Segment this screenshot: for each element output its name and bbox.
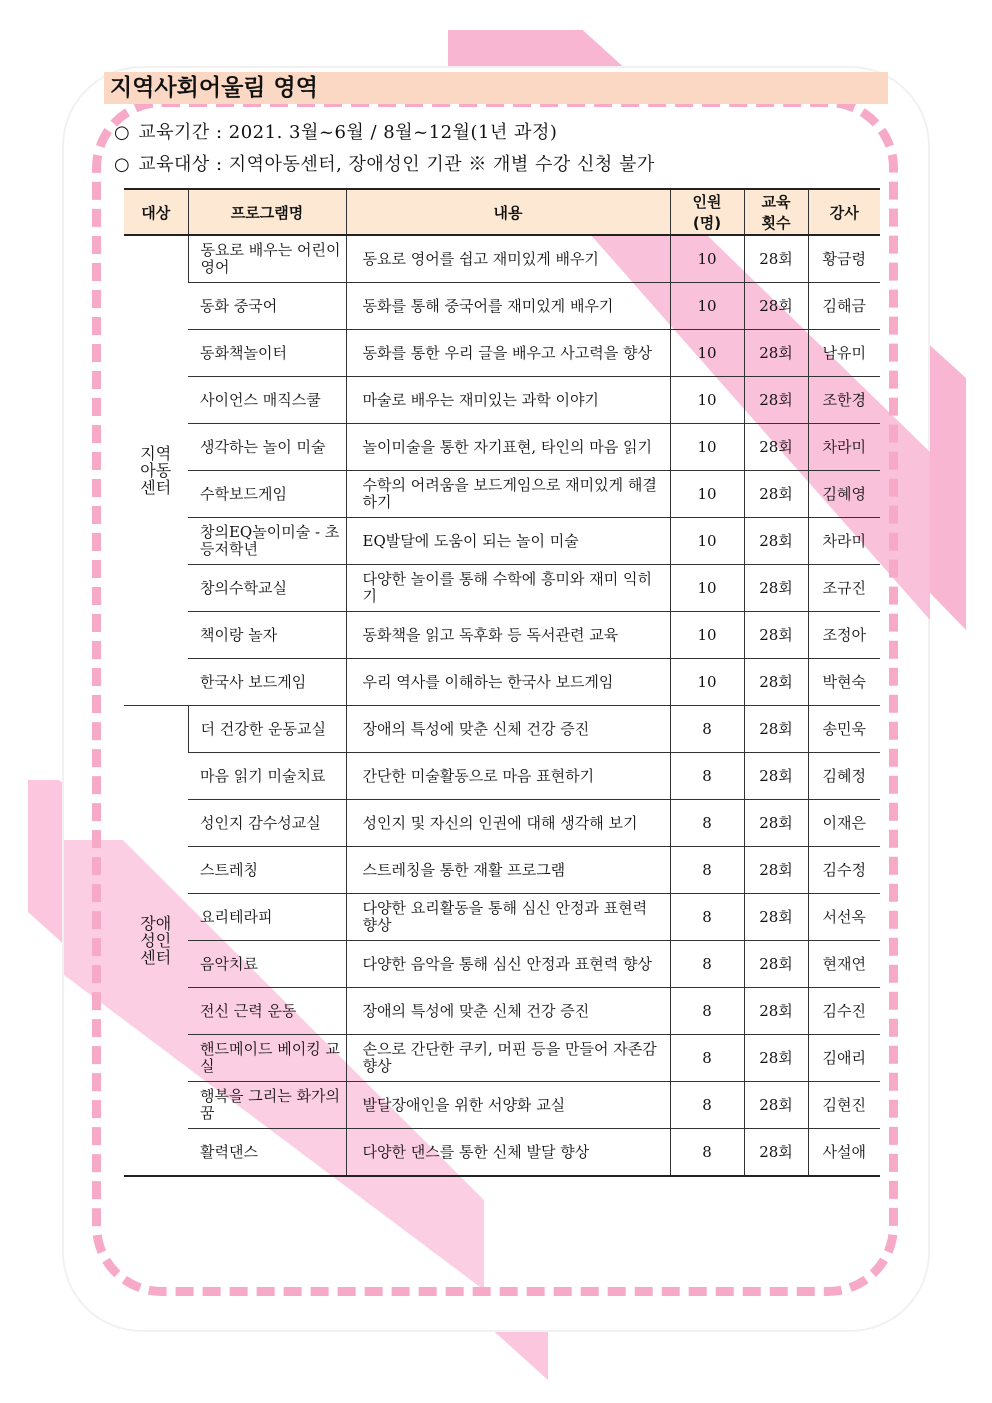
program-cell: 사이언스 매직스쿨	[188, 377, 346, 424]
content-cell: 장애의 특성에 맞춘 신체 건강 증진	[346, 988, 670, 1035]
people-cell: 10	[670, 471, 744, 518]
content-cell: 다양한 놀이를 통해 수학에 흥미와 재미 익히기	[346, 565, 670, 612]
header-target: 대상	[124, 189, 188, 235]
table-row	[124, 1035, 880, 1082]
instructor-cell: 황금령	[808, 235, 880, 283]
circle-bullet-icon: ○	[114, 122, 131, 143]
table-row	[124, 424, 880, 471]
table-row	[124, 1129, 880, 1177]
content-cell: 동화를 통해 중국어를 재미있게 배우기	[346, 283, 670, 330]
sessions-cell: 28회	[744, 1129, 808, 1177]
instructor-cell: 조규진	[808, 565, 880, 612]
program-cell: 성인지 감수성교실	[188, 800, 346, 847]
table-row	[124, 988, 880, 1035]
instructor-cell: 송민욱	[808, 706, 880, 753]
table-row	[124, 1082, 880, 1129]
content-cell: 손으로 간단한 쿠키, 머핀 등을 만들어 자존감 향상	[346, 1035, 670, 1082]
target-group-cell: 장애 성인 센터	[124, 706, 188, 1177]
sessions-cell: 28회	[744, 377, 808, 424]
table-row	[124, 471, 880, 518]
sessions-cell: 28회	[744, 941, 808, 988]
people-cell: 8	[670, 706, 744, 753]
content-cell: 다양한 음악을 통해 심신 안정과 표현력 향상	[346, 941, 670, 988]
sessions-cell: 28회	[744, 847, 808, 894]
content-cell: 마술로 배우는 재미있는 과학 이야기	[346, 377, 670, 424]
header-people: 인원 (명)	[670, 189, 744, 235]
header-sessions: 교육 횟수	[744, 189, 808, 235]
content-cell: 우리 역사를 이해하는 한국사 보드게임	[346, 659, 670, 706]
people-cell: 8	[670, 1035, 744, 1082]
program-cell: 생각하는 놀이 미술	[188, 424, 346, 471]
people-cell: 8	[670, 941, 744, 988]
table-row	[124, 330, 880, 377]
instructor-cell: 이재은	[808, 800, 880, 847]
content-cell: 놀이미술을 통한 자기표현, 타인의 마음 읽기	[346, 424, 670, 471]
sessions-cell: 28회	[744, 518, 808, 565]
program-table	[124, 188, 880, 1177]
people-cell: 8	[670, 988, 744, 1035]
content-cell: 다양한 요리활동을 통해 심신 안정과 표현력 향상	[346, 894, 670, 941]
people-cell: 10	[670, 283, 744, 330]
people-cell: 10	[670, 377, 744, 424]
table-row	[124, 518, 880, 565]
instructor-cell: 사설애	[808, 1129, 880, 1177]
instructor-cell: 차라미	[808, 518, 880, 565]
instructor-cell: 차라미	[808, 424, 880, 471]
program-cell: 스트레칭	[188, 847, 346, 894]
table-row	[124, 565, 880, 612]
sessions-cell: 28회	[744, 800, 808, 847]
instructor-cell: 현재연	[808, 941, 880, 988]
instructor-cell: 서선옥	[808, 894, 880, 941]
content-cell: 스트레칭을 통한 재활 프로그램	[346, 847, 670, 894]
instructor-cell: 김혜영	[808, 471, 880, 518]
table-row	[124, 941, 880, 988]
content-cell: 간단한 미술활동으로 마음 표현하기	[346, 753, 670, 800]
people-cell: 8	[670, 1082, 744, 1129]
content-cell: EQ발달에 도움이 되는 놀이 미술	[346, 518, 670, 565]
program-cell: 창의EQ놀이미술 - 초등저학년	[188, 518, 346, 565]
people-cell: 10	[670, 424, 744, 471]
table-row	[124, 235, 880, 283]
people-cell: 8	[670, 847, 744, 894]
info-target-text: 교육대상 : 지역아동센터, 장애성인 기관 ※ 개별 수강 신청 불가	[138, 154, 655, 175]
content-cell: 장애의 특성에 맞춘 신체 건강 증진	[346, 706, 670, 753]
sessions-cell: 28회	[744, 612, 808, 659]
info-period	[114, 118, 557, 144]
info-period-text: 교육기간 : 2021. 3월~6월 / 8월~12월(1년 과정)	[138, 122, 558, 143]
content-cell: 수학의 어려움을 보드게임으로 재미있게 해결하기	[346, 471, 670, 518]
sessions-cell: 28회	[744, 706, 808, 753]
content-cell: 동화책을 읽고 독후화 등 독서관련 교육	[346, 612, 670, 659]
header-instructor: 강사	[808, 189, 880, 235]
sessions-cell: 28회	[744, 235, 808, 283]
instructor-cell: 박현숙	[808, 659, 880, 706]
people-cell: 8	[670, 1129, 744, 1177]
sessions-cell: 28회	[744, 283, 808, 330]
program-cell: 마음 읽기 미술치료	[188, 753, 346, 800]
content-cell: 동화를 통한 우리 글을 배우고 사고력을 향상	[346, 330, 670, 377]
program-cell: 활력댄스	[188, 1129, 346, 1177]
program-cell: 핸드메이드 베이킹 교실	[188, 1035, 346, 1082]
content-cell: 다양한 댄스를 통한 신체 발달 향상	[346, 1129, 670, 1177]
sessions-cell: 28회	[744, 894, 808, 941]
program-cell: 동요로 배우는 어린이영어	[188, 235, 346, 283]
people-cell: 8	[670, 894, 744, 941]
table-row	[124, 706, 880, 753]
table-row	[124, 612, 880, 659]
sessions-cell: 28회	[744, 659, 808, 706]
table-row	[124, 377, 880, 424]
table-row	[124, 659, 880, 706]
program-cell: 요리테라피	[188, 894, 346, 941]
section-title: 지역사회어울림 영역	[104, 72, 888, 104]
sessions-cell: 28회	[744, 565, 808, 612]
instructor-cell: 김현진	[808, 1082, 880, 1129]
sessions-cell: 28회	[744, 1082, 808, 1129]
people-cell: 10	[670, 330, 744, 377]
header-program: 프로그램명	[188, 189, 346, 235]
instructor-cell: 조한경	[808, 377, 880, 424]
content-cell: 발달장애인을 위한 서양화 교실	[346, 1082, 670, 1129]
program-cell: 행복을 그리는 화가의 꿈	[188, 1082, 346, 1129]
content-cell: 성인지 및 자신의 인권에 대해 생각해 보기	[346, 800, 670, 847]
sessions-cell: 28회	[744, 1035, 808, 1082]
program-cell: 동화책놀이터	[188, 330, 346, 377]
people-cell: 10	[670, 518, 744, 565]
table-body	[124, 235, 880, 1176]
sessions-cell: 28회	[744, 471, 808, 518]
target-group-cell: 지역 아동 센터	[124, 235, 188, 706]
table-row	[124, 894, 880, 941]
people-cell: 8	[670, 800, 744, 847]
program-cell: 음악치료	[188, 941, 346, 988]
people-cell: 10	[670, 612, 744, 659]
instructor-cell: 김애리	[808, 1035, 880, 1082]
instructor-cell: 김해금	[808, 283, 880, 330]
program-cell: 책이랑 놀자	[188, 612, 346, 659]
program-cell: 더 건강한 운동교실	[188, 706, 346, 753]
table-row	[124, 753, 880, 800]
header-content: 내용	[346, 189, 670, 235]
program-cell: 동화 중국어	[188, 283, 346, 330]
people-cell: 10	[670, 659, 744, 706]
sessions-cell: 28회	[744, 330, 808, 377]
instructor-cell: 남유미	[808, 330, 880, 377]
info-target	[114, 150, 655, 176]
table-row	[124, 800, 880, 847]
program-cell: 창의수학교실	[188, 565, 346, 612]
program-cell: 수학보드게임	[188, 471, 346, 518]
instructor-cell: 조정아	[808, 612, 880, 659]
sessions-cell: 28회	[744, 424, 808, 471]
instructor-cell: 김혜정	[808, 753, 880, 800]
content-cell: 동요로 영어를 쉽고 재미있게 배우기	[346, 235, 670, 283]
instructor-cell: 김수정	[808, 847, 880, 894]
sessions-cell: 28회	[744, 988, 808, 1035]
table-header-row	[124, 189, 880, 235]
table-row	[124, 283, 880, 330]
people-cell: 10	[670, 235, 744, 283]
circle-bullet-icon: ○	[114, 154, 131, 175]
table-row	[124, 847, 880, 894]
people-cell: 8	[670, 753, 744, 800]
instructor-cell: 김수진	[808, 988, 880, 1035]
program-cell: 전신 근력 운동	[188, 988, 346, 1035]
program-cell: 한국사 보드게임	[188, 659, 346, 706]
people-cell: 10	[670, 565, 744, 612]
sessions-cell: 28회	[744, 753, 808, 800]
